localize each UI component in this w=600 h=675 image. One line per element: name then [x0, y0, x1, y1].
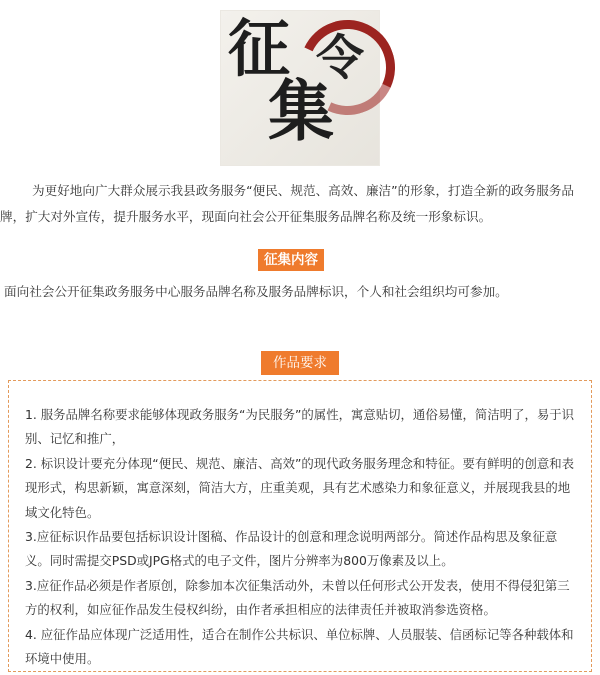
banner-char-1: 征	[228, 12, 291, 85]
collection-content-text: 面向社会公开征集政务服务中心服务品牌名称及服务品牌标识，个人和社会组织均可参加。	[4, 284, 508, 299]
requirement-item-4: 3.应征作品必须是作者原创，除参加本次征集活动外，未曾以任何形式公开发表，使用不得侵犯第三方的权利，如应征作品发生侵权纠纷，由作者承担相应的法律责任并被取消参选资格。	[25, 577, 570, 618]
banner-char-2: 集	[268, 72, 334, 150]
requirement-item-1: 1. 服务品牌名称要求能够体现政务服务“为民服务”的属性，寓意贴切，通俗易懂，简洁明了，易于识别、记忆和推广，	[25, 407, 575, 447]
intro-text: 为更好地向广大群众展示我县政务服务“便民、规范、高效、廉洁”的形象，打造全新的政务服务品牌，扩大对外宣传，提升服务水平，现面向社会公开征集服务品牌名称及统一形象标识。	[0, 183, 574, 224]
intro-paragraph	[0, 178, 600, 230]
requirement-item-2: 2. 标识设计要充分体现“便民、规范、廉洁、高效”的现代政务服务理念和特征。要有鲜明的创意和表现形式，构思新颖，寓意深刻，简洁大方，庄重美观，具有艺术感染力和象征意义，并展现我县的地域文化特色。	[25, 455, 575, 520]
section-title-collection-content: 征集内容	[258, 249, 324, 271]
requirements-box	[8, 380, 592, 672]
requirement-item-5: 4. 应征作品应体现广泛适用性，适合在制作公共标识、单位标牌、人员服装、信函标记等各种载体和环境中使用。	[25, 626, 574, 667]
section-title-work-requirements: 作品要求	[261, 351, 339, 375]
requirement-item-3: 3.应征标识作品要包括标识设计图稿、作品设计的创意和理念说明两部分。简述作品构思及象征意义。同时需提交PSD或JPG格式的电子文件，图片分辨率为800万像素及以上。	[25, 529, 558, 569]
banner-char-3: 令	[316, 30, 365, 86]
header-banner	[0, 0, 600, 170]
